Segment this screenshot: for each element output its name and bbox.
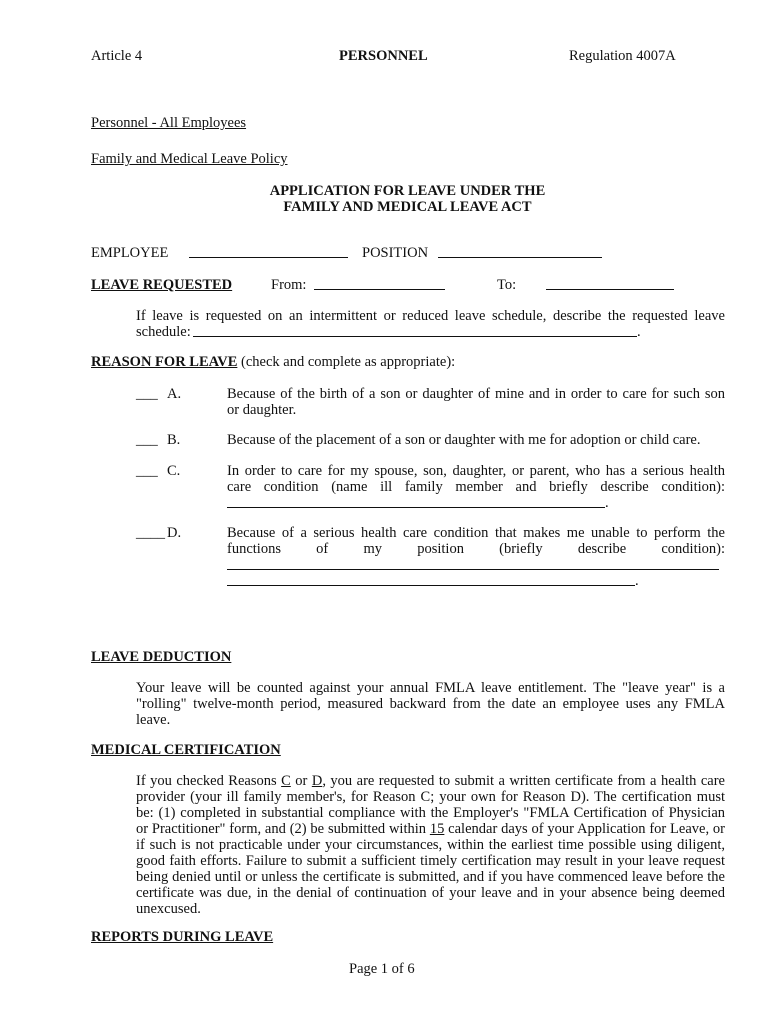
- header-regulation: Regulation 4007A: [569, 48, 676, 64]
- reason-d-field-1[interactable]: [227, 557, 719, 570]
- medical-certification-heading: MEDICAL CERTIFICATION: [91, 742, 281, 758]
- reason-a-letter: A.: [167, 386, 182, 402]
- header-article: Article 4: [91, 48, 143, 64]
- header-title: PERSONNEL: [339, 48, 428, 64]
- reason-c-letter: C.: [167, 463, 181, 479]
- medical-certification-text: [136, 773, 725, 917]
- medical-text-part-2: or: [290, 773, 312, 789]
- days-count: 15: [429, 821, 445, 837]
- schedule-period: .: [637, 324, 641, 340]
- leave-deduction-heading: LEAVE DEDUCTION: [91, 649, 232, 665]
- reason-c-text-2: care condition (name ill family member and briefly describe condition):: [227, 479, 725, 495]
- section-line: Personnel - All Employees: [91, 115, 247, 131]
- page-number: Page 1 of 6: [349, 961, 415, 977]
- reason-b-letter: B.: [167, 432, 181, 448]
- schedule-field[interactable]: [193, 324, 637, 337]
- reason-a-text-2: or daughter.: [227, 402, 297, 418]
- reason-c-period: .: [605, 495, 609, 511]
- reason-c-text: In order to care for my spouse, son, daughter, or parent, who has a serious health: [227, 463, 725, 479]
- to-label: To:: [497, 277, 517, 293]
- reason-c-ref: C: [281, 773, 291, 789]
- leave-requested-heading: LEAVE REQUESTED: [91, 277, 233, 293]
- medical-text-part-1: If you checked Reasons: [136, 773, 282, 789]
- position-field[interactable]: [438, 245, 602, 258]
- position-label: POSITION: [362, 245, 429, 261]
- form-title-line1: APPLICATION FOR LEAVE UNDER THE: [269, 183, 546, 199]
- reason-d-text: Because of a serious health care condition that makes me unable to perform the: [227, 525, 725, 541]
- reason-d-checkbox[interactable]: ____: [136, 525, 165, 541]
- schedule-label: schedule:: [136, 324, 191, 340]
- leave-deduction-text: Your leave will be counted against your annual FMLA leave entitlement. The "leave year" is a "rolling" twelve-month period, measured backward from the date an employee uses any FMLA leave.: [136, 680, 725, 728]
- form-title-line2: FAMILY AND MEDICAL LEAVE ACT: [283, 199, 532, 215]
- intermittent-text: If leave is requested on an intermittent or reduced leave schedule, describe the requested leave: [136, 308, 725, 324]
- reason-d-field-2[interactable]: [227, 573, 635, 586]
- reason-c-checkbox[interactable]: ___: [136, 463, 158, 479]
- reason-a-text: Because of the birth of a son or daughter of mine and in order to care for such son: [227, 386, 725, 402]
- reason-heading-line: [91, 354, 455, 370]
- reason-c-field[interactable]: [227, 495, 605, 508]
- reason-d-period: .: [635, 573, 639, 589]
- reason-b-checkbox[interactable]: ___: [136, 432, 158, 448]
- reason-d-ref: D: [311, 773, 323, 789]
- employee-field[interactable]: [189, 245, 348, 258]
- medical-text-part-3: , you are requested to submit a written certificate from a health care provider (your ill family member's, for Reason C; your own for Reason D). The certification must be: (1) completed in substantial compliance with the Employer's "FMLA Certification of Physician or Practitioner" form, and (2) be submitted within: [136, 773, 725, 837]
- medical-text-part-4: calendar days of your Application for Leave, or if such is not practicable under your circumstances, within the earliest time possible using diligent, good faith efforts. Failure to submit a sufficient timely certification may result in your leave request being denied until or unless the certificate is submitted, and if you have commenced leave before the certificate was due, in the denial of continuation of your leave and in your absence being deemed unexcused.: [136, 821, 725, 917]
- policy-line: Family and Medical Leave Policy: [91, 151, 288, 167]
- employee-label: EMPLOYEE: [91, 245, 169, 261]
- to-field[interactable]: [546, 277, 674, 290]
- from-field[interactable]: [314, 277, 445, 290]
- reason-d-letter: D.: [167, 525, 182, 541]
- reason-note: (check and complete as appropriate):: [237, 354, 456, 370]
- reason-d-text-2: functions of my position (briefly describe condition):: [227, 541, 725, 557]
- reports-during-leave-heading: REPORTS DURING LEAVE: [91, 929, 274, 945]
- reason-a-checkbox[interactable]: ___: [136, 386, 158, 402]
- reason-heading: REASON FOR LEAVE: [91, 354, 238, 370]
- from-label: From:: [271, 277, 307, 293]
- reason-b-text: Because of the placement of a son or daughter with me for adoption or child care.: [227, 432, 701, 448]
